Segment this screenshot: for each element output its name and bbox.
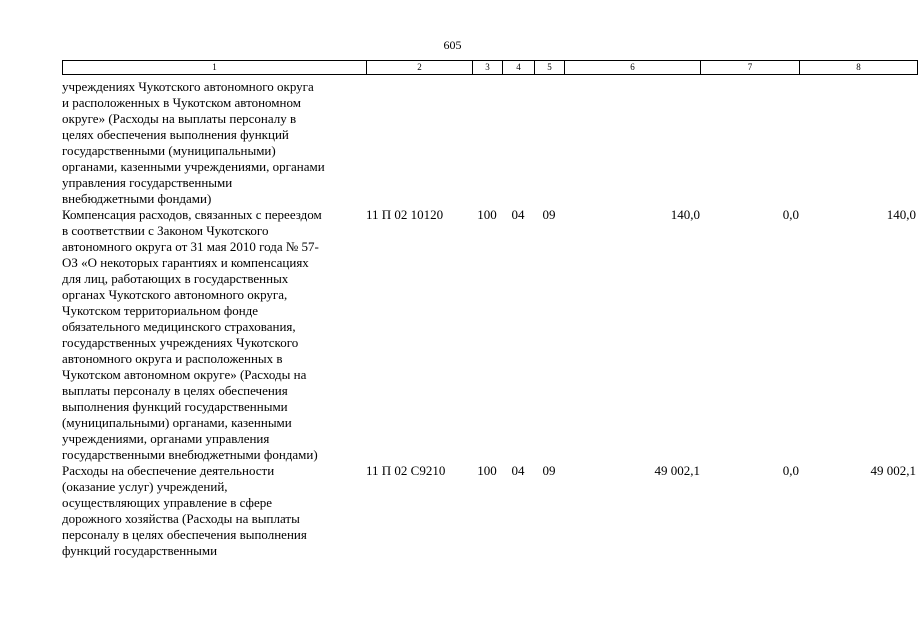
table-row [62, 463, 916, 559]
row-description: учреждениях Чукотского автономного округа и расположенных в Чукотском автономном округе» (Расходы на выплаты персоналу в целях обеспечения выполнения функций государственными (муниципальными) органами, казенными учреждениями, органами управления государственными внебюджетными фондами) [62, 79, 325, 206]
row-col-5: 09 [542, 207, 556, 222]
row-col-5: 09 [542, 463, 556, 478]
row-code: 11 П 02 С9210 [366, 463, 446, 478]
table-row [62, 207, 916, 463]
row-col-8: 140,0 [886, 207, 916, 222]
header-col-6: 6 [565, 61, 701, 74]
page-number: 605 [443, 38, 462, 52]
header-col-7: 7 [701, 61, 800, 74]
row-col-3: 100 [477, 207, 497, 222]
row-description: Компенсация расходов, связанных с переездом в соответствии с Законом Чукотского автономного округа от 31 мая 2010 года № 57- ОЗ «О некоторых гарантиях и компенсациях для лиц, работающих в государственных органах Чукотского автономного округа, Чукотском территориальном фонде обязательного медицинского страхования, государственных учреждениях Чукотского автономного округа и расположенных в Чукотском автономном округе» (Расходы на выплаты персоналу в целях обеспечения выполнения функций государственными (муниципальными) органами, казенными учреждениями, органами управления государственными внебюджетными фондами) [62, 207, 322, 462]
row-description: Расходы на обеспечение деятельности (оказание услуг) учреждений, осуществляющих управление в сфере дорожного хозяйства (Расходы на выплаты персоналу в целях обеспечения выполнения функций государственными [62, 463, 307, 558]
row-col-7: 0,0 [782, 463, 799, 478]
row-col-4: 04 [511, 207, 525, 222]
row-col-8: 49 002,1 [870, 463, 916, 478]
row-col-7: 0,0 [782, 207, 799, 222]
header-col-2: 2 [367, 61, 473, 74]
row-col-3: 100 [477, 463, 497, 478]
row-col-4: 04 [511, 463, 525, 478]
table-header-row [62, 60, 918, 75]
header-col-3: 3 [473, 61, 503, 74]
header-col-5: 5 [535, 61, 565, 74]
row-col-6: 140,0 [670, 207, 700, 222]
header-col-4: 4 [503, 61, 535, 74]
table-body [62, 79, 916, 559]
header-col-8: 8 [856, 62, 861, 72]
row-code: 11 П 02 10120 [366, 207, 444, 222]
row-col-6: 49 002,1 [654, 463, 700, 478]
header-col-1: 1 [63, 61, 367, 74]
table-row [62, 79, 916, 207]
